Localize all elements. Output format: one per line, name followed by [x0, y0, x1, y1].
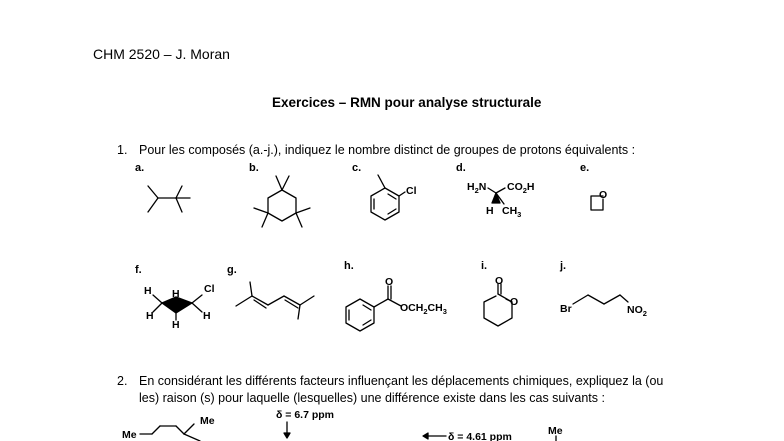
- atom-d-h2n: $H_2N$: [467, 181, 487, 195]
- atom-h-och2ch3: $OCH_2CH_3$: [400, 302, 447, 316]
- atom-f-h4: H: [172, 319, 180, 331]
- structure-d: [488, 188, 505, 204]
- atom-i-carbonyl-o: O: [495, 275, 504, 287]
- structure-b: [254, 176, 310, 227]
- atom-q2-me2: Me: [200, 415, 215, 427]
- structure-i: [484, 284, 512, 326]
- shift-arrowhead-1: [284, 433, 290, 438]
- question-2-text-line2: les) raison (s) pour laquelle (lesquelles) une différence existe dans les cas suivants :: [139, 391, 605, 405]
- atom-d-ch3: $CH_3$: [502, 205, 522, 219]
- course-header: CHM 2520 – J. Moran: [93, 46, 230, 62]
- shift-annotation-1: δ = 6.7 ppm: [276, 409, 335, 421]
- compound-label-c: c.: [352, 162, 362, 174]
- compound-label-e: e.: [580, 162, 590, 174]
- question-1-number: 1.: [117, 143, 128, 157]
- atom-j-no2: $NO_2$: [627, 304, 647, 318]
- page-title: Exercices – RMN pour analyse structurale: [272, 95, 542, 110]
- shift-arrowhead-2: [423, 433, 428, 439]
- atom-c-cl: Cl: [406, 185, 417, 197]
- atom-j-br: Br: [560, 303, 572, 315]
- structure-h: [346, 286, 401, 331]
- compound-label-i: i.: [481, 260, 488, 272]
- atom-h-o: O: [385, 276, 394, 288]
- question-2-number: 2.: [117, 374, 128, 388]
- structure-c: [371, 175, 405, 220]
- structure-j: [573, 295, 628, 304]
- atom-e-o: O: [599, 189, 608, 201]
- compound-label-a: a.: [135, 162, 145, 174]
- atom-q2-me1: Me: [122, 429, 137, 441]
- atom-i-ring-o: O: [510, 296, 519, 308]
- structure-g: [236, 282, 314, 319]
- compound-label-g: g.: [227, 264, 237, 276]
- atom-q2-me3: Me: [548, 425, 563, 437]
- atom-d-h: H: [486, 205, 494, 217]
- atom-f-h3: H: [146, 310, 154, 322]
- question-1-text: Pour les composés (a.-j.), indiquez le nombre distinct de groupes de protons équivalents :: [139, 143, 636, 157]
- compound-label-j: j.: [560, 260, 567, 272]
- question-2-text-line1: En considérant les différents facteurs influençant les déplacements chimiques, expliquez la (ou: [139, 374, 664, 388]
- atom-f-h1: H: [144, 285, 152, 297]
- structure-q2-1: [140, 424, 200, 441]
- structure-a: [148, 186, 190, 212]
- atom-d-co2h: $CO_2H$: [507, 181, 535, 195]
- atom-f-cl: Cl: [204, 283, 215, 295]
- compound-label-f: f.: [135, 264, 142, 276]
- atom-f-h5: H: [203, 310, 211, 322]
- compound-label-b: b.: [249, 162, 259, 174]
- compound-label-h: h.: [344, 260, 354, 272]
- compound-label-d: d.: [456, 162, 466, 174]
- atom-f-h2: H: [172, 288, 180, 300]
- shift-annotation-2: δ = 4.61 ppm: [448, 431, 512, 441]
